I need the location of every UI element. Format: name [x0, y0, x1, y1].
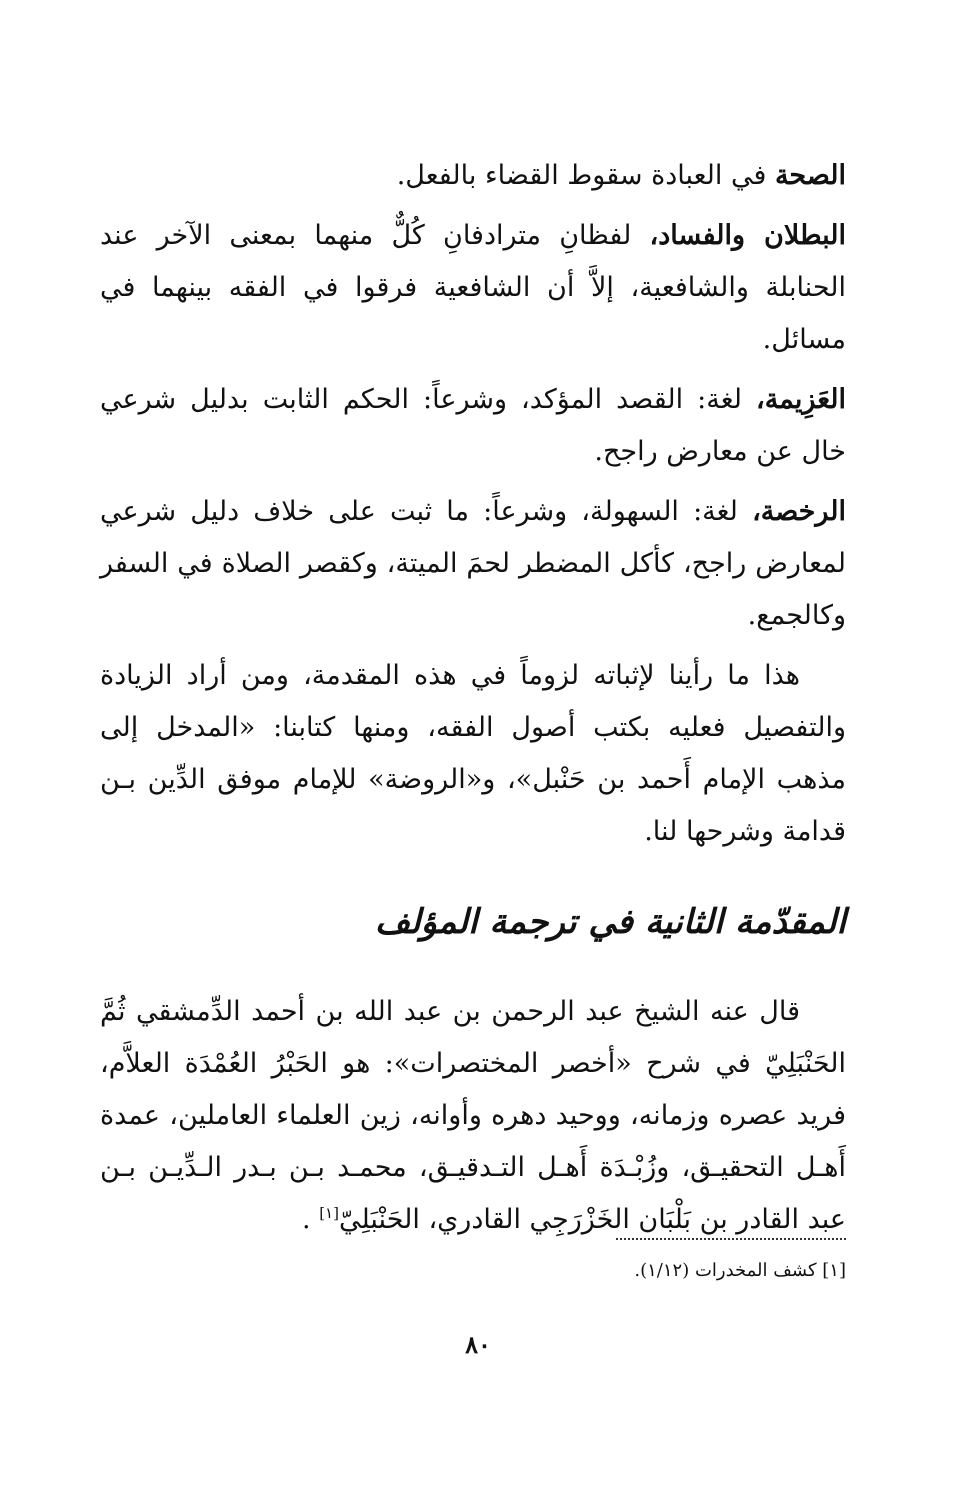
defined-term: البطلان والفساد،	[649, 220, 846, 251]
section-heading: المقدّمة الثانية في ترجمة المؤلف	[375, 902, 846, 942]
page-number: ٨٠	[465, 1330, 491, 1359]
closing-text: هذا ما رأينا لإثباته لزوماً في هذه المقدمة، ومن أراد الزيادة والتفصيل فعليه بكتب أصول الفقه، ومنها كتابنا: «المدخل إلى مذهب الإمام أَحمد بن حَنْبل»، و«الروضة» للإمام موفق الدِّين بـن قدامة وشرحها لنا.	[100, 660, 846, 847]
definition-text: لفظانِ مترادفانِ كُلٌّ منهما بمعنى الآخر عند الحنابلة والشافعية، إلاَّ أن الشافعية فرقوا في الفقه بينهما في مسائل.	[100, 220, 846, 355]
footnote-marker: [١]	[822, 1260, 846, 1281]
definition-paragraph	[100, 150, 846, 202]
definition-text: لغة: السهولة، وشرعاً: ما ثبت على خلاف دليل شرعي لمعارض راجح، كأكل المضطر لحمَ الميتة، وكقصر الصلاة في السفر وكالجمع.	[100, 496, 846, 631]
biography-text: قال عنه الشيخ عبد الرحمن بن عبد الله بن أحمد الدِّمشقي ثُمَّ الحَنْبَلِيّ في شرح «أخصر المختصرات»: هو الحَبْرُ العُمْدَة العلاَّم، فريد عصره وزمانه، ووحيد دهره وأوانه، زين العلماء العاملين، عمدة أَهـل التحقيـق، وزُبْـدَة أَهـل التـدقيـق، محمـد بـن بـدر الـدِّيـن بـن عبد القادر بن بَلْبَان الخَزْرَجِي القادري، الحَنْبَلِيّ	[100, 996, 846, 1235]
footnote-separator	[616, 1238, 846, 1240]
closing-paragraph	[100, 650, 846, 858]
footnote	[634, 1258, 846, 1284]
definition-text: في العبادة سقوط القضاء بالفعل.	[396, 160, 775, 191]
defined-term: العَزِيمة،	[756, 384, 846, 415]
definition-paragraph	[100, 210, 846, 366]
definition-paragraph	[100, 486, 846, 642]
biography-paragraph	[100, 986, 846, 1246]
defined-term: الصحة	[774, 160, 846, 191]
definition-text: لغة: القصد المؤكد، وشرعاً: الحكم الثابت بدليل شرعي خال عن معارض راجح.	[100, 384, 846, 467]
defined-term: الرخصة،	[752, 496, 846, 527]
definition-paragraph	[100, 374, 846, 478]
page-body	[100, 150, 846, 1254]
biography-end: .	[302, 1204, 320, 1235]
footnote-text: كشف المخدرات (١/١٢).	[634, 1260, 817, 1281]
footnote-reference: [١]	[319, 1204, 339, 1222]
